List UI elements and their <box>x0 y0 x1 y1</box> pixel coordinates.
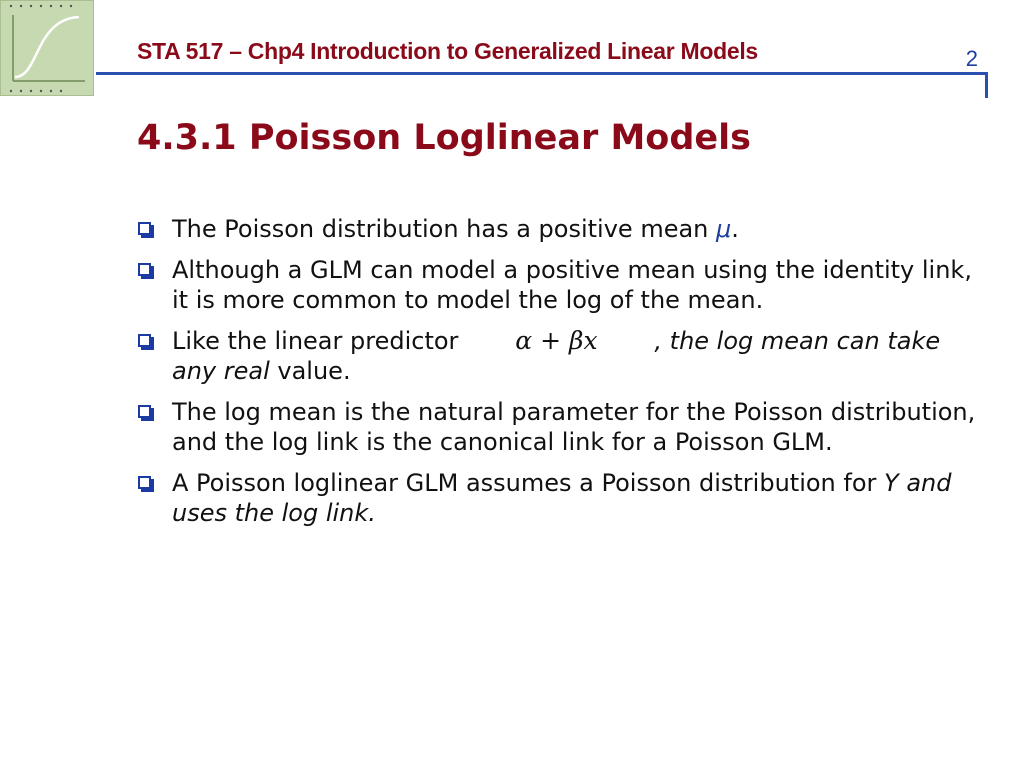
bullet-list <box>137 214 987 539</box>
checkbox-bullet-icon <box>138 405 151 418</box>
bullet-text: The log mean is the natural parameter for the Poisson distribution, and the log link is the canonical link for a Poisson GLM. <box>172 398 976 456</box>
page-number: 2 <box>965 46 978 71</box>
checkbox-bullet-icon <box>138 334 151 347</box>
bullet-text: Like the linear predictor <box>172 327 459 355</box>
slide-title: 4.3.1 Poisson Loglinear Models <box>137 118 751 158</box>
header-rule-horizontal <box>96 72 988 75</box>
linear-predictor-formula: α + βx <box>515 326 598 355</box>
bullet-end: . <box>731 215 739 243</box>
bullet-italic-text: , the log mean can take any real <box>172 327 941 385</box>
checkbox-bullet-icon <box>138 222 151 235</box>
bullet-text: The Poisson distribution has a positive mean <box>172 215 717 243</box>
mu-symbol: μ <box>716 215 732 243</box>
bullet-item <box>137 255 987 315</box>
checkbox-bullet-icon <box>138 263 151 276</box>
bullet-item <box>137 468 987 528</box>
bullet-italic-text: Y and uses the log link. <box>172 469 952 527</box>
bullet-end: value. <box>269 357 351 385</box>
checkbox-bullet-icon <box>138 476 151 489</box>
bullet-item <box>137 214 987 244</box>
bullet-item <box>137 326 987 386</box>
bullet-text: Although a GLM can model a positive mean using the identity link, it is more common to model the log of the mean. <box>172 256 972 314</box>
bullet-text: A Poisson loglinear GLM assumes a Poisson distribution for <box>172 469 885 497</box>
bullet-item <box>137 397 987 457</box>
sigmoid-logo-icon <box>0 0 94 96</box>
header-rule-vertical <box>985 72 988 98</box>
header-title: STA 517 – Chp4 Introduction to Generalized Linear Models <box>137 38 758 64</box>
